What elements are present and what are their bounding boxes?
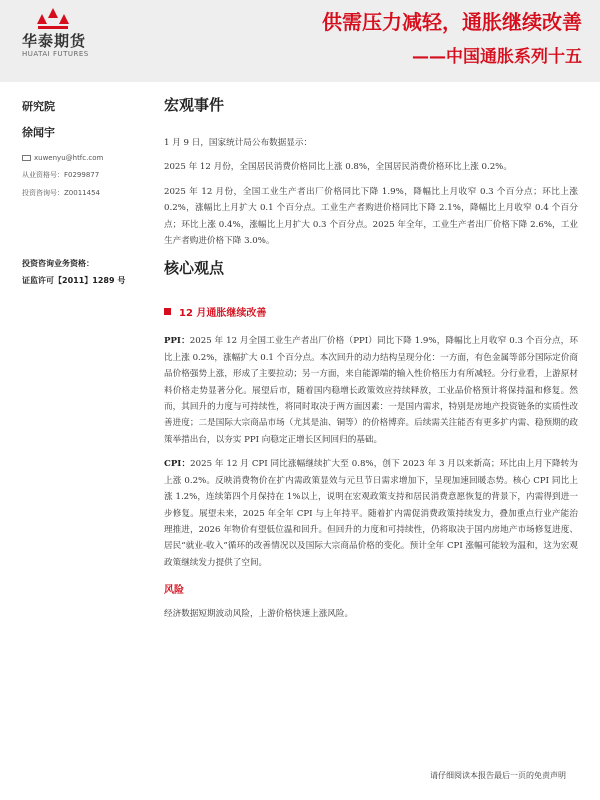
report-title: 供需压力减轻，通胀继续改善 bbox=[322, 10, 582, 34]
analyst-email[interactable]: xuwenyu@htfc.com bbox=[34, 154, 104, 162]
logo-english-name: HUATAI FUTURES bbox=[22, 50, 89, 58]
macro-events-heading: 宏观事件 bbox=[164, 96, 225, 114]
ppi-text: 2025 年 12 月全国工业生产者出厂价格（PPI）同比下降 1.9%，降幅比上月收窄 0.3 个百分点，环比上涨 0.2%，涨幅扩大 0.1 个百分点。本次回升的动力结构呈现分化：一方面，有色金属等部分国际定价商品价格强势上涨，形成了主要拉动；另一方面，来自能源端的输入性价格压力有所减轻。分行业看，上游原材料价格走势显著分化。展望后市，随着国内稳增长政策效应持续释放，工业品价格预计将保持温和修复。然而，其回升的力度与可持续性，将同时取决于两方面因素：一是国内需求，特别是房地产投资链条的实质性改善进度；二是国际大宗商品市场（尤其是油、铜等）的价格博弈。后续需关注能否有更多扩内需、稳预期的政策举措出台，以夯实 PPI 向稳定正增长区间回归的基础。 bbox=[164, 336, 578, 445]
report-body bbox=[164, 94, 578, 623]
license-title: 投资咨询业务资格： bbox=[22, 259, 94, 268]
section-heading bbox=[164, 304, 578, 319]
risk-text: 经济数据短期波动风险，上游价格快速上涨风险。 bbox=[164, 609, 354, 620]
report-subtitle: ——中国通胀系列十五 bbox=[412, 47, 582, 67]
mail-icon bbox=[22, 155, 31, 161]
cpi-text: 2025 年 12 月 CPI 同比涨幅继续扩大至 0.8%，创下 2023 年 3 月以来新高；环比由上月下降转为上涨 0.2%。反映消费物价在扩内需政策显效与元旦节日需求增加下，呈现加速回暖态势。核心 CPI 同比上涨 1.2%，连续第四个月保持在 1%以上，说明在宏观政策支持和居民消费意愿恢复的背景下，内需得到进一步修复。展望未来，2025 年全年 CPI 与上年持平。随着扩内需促消费政策持续发力，叠加重点行业产能治理推进，2026 年物价有望低位温和回升。但回升的力度和可持续性，仍将取决于国内房地产市场修复进度、居民“就业-收入”循环的改善情况以及国际大宗商品价格的变化。预计全年 CPI 涨幅可能较为温和，这为宏观政策继续发力提供了空间。 bbox=[164, 459, 578, 568]
cpi-paragraph bbox=[164, 456, 578, 571]
report-header bbox=[0, 0, 600, 82]
section-heading-text: 12 月通胀继续改善 bbox=[179, 308, 267, 320]
macro-paragraph-cpi: 2025 年 12 月份，全国居民消费价格同比上涨 0.8%，全国居民消费价格环比上涨 0.2%。 bbox=[164, 162, 512, 173]
license-number: 证监许可【2011】1289 号 bbox=[22, 276, 126, 285]
ppi-paragraph bbox=[164, 333, 578, 448]
qualification-number: 从业资格号：F0299877 bbox=[22, 171, 100, 179]
analyst-sidebar bbox=[22, 98, 142, 286]
logo-chinese-name: 华泰期货 bbox=[22, 32, 87, 50]
analyst-name: 徐闻宇 bbox=[22, 126, 55, 139]
macro-paragraph-ppi: 2025 年 12 月份，全国工业生产者出厂价格同比下降 1.9%，降幅比上月收窄 0.3 个百分点；环比上涨 0.2%，涨幅比上月扩大 0.1 个百分点。工业生产者购进价格同比下降 2.1%，降幅比上月收窄 0.4 个百分点；环比上涨 0.4%，涨幅比上月扩大 0.3 个百分点。2025 年全年，工业生产者出厂价格下降 2.6%，工业生产者购进价格下降 3.0%。 bbox=[164, 186, 578, 247]
cpi-label: CPI： bbox=[164, 459, 191, 470]
disclaimer-footer: 请仔细阅读本报告最后一页的免责声明 bbox=[430, 771, 566, 780]
ppi-label: PPI： bbox=[164, 336, 190, 347]
red-square-bullet-icon bbox=[164, 308, 171, 315]
risk-heading: 风险 bbox=[164, 585, 184, 597]
analyst-email-row bbox=[22, 154, 142, 162]
huatai-logo-icon bbox=[36, 6, 70, 30]
consulting-number: 投资咨询号：Z0011454 bbox=[22, 189, 100, 197]
core-views-heading: 核心观点 bbox=[164, 259, 225, 278]
macro-paragraph-intro: 1 月 9 日，国家统计局公布数据显示： bbox=[164, 138, 313, 148]
department-name: 研究院 bbox=[22, 100, 55, 113]
